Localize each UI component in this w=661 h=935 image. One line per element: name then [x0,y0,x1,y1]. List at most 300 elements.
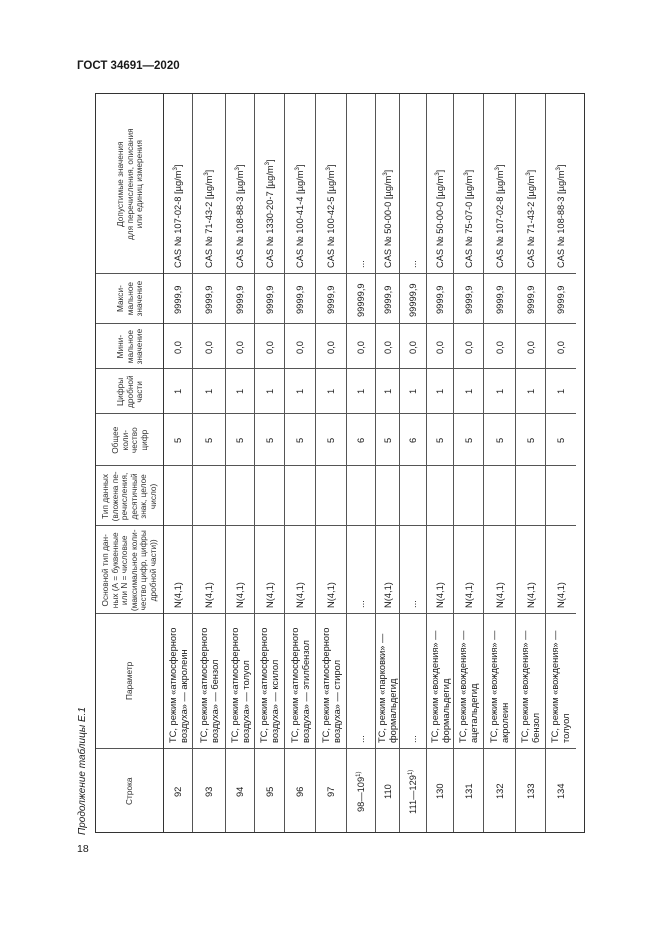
cell-text [321,628,343,743]
header-cell [96,466,163,526]
cell-text: 94 [235,786,245,797]
cell-text: 0,0 [435,341,445,354]
table-cell-line [400,749,426,834]
table-cell-max [316,274,346,324]
unit-exponent: 3 [264,161,271,166]
table-cell-frac [400,369,426,414]
table-cell-sub [226,466,254,526]
cell-text: 9999,9 [494,285,505,314]
table-cell-frac [255,369,284,414]
table-cell-type [164,526,192,614]
cell-text: 1 [494,388,505,394]
table-cell-line [454,749,483,834]
cell-text: 92 [173,786,183,797]
table-cell-frac [516,369,545,414]
unit-exponent: 3 [555,167,562,171]
cell-text: CAS № 71-43-2 $[\mu g/m^3]$ [525,169,536,268]
cell-text [230,628,252,743]
table-cell-max [484,274,515,324]
unit-exponent: 3 [382,172,389,176]
header-label [116,328,145,365]
header-label-line: дробной части)) [148,538,159,601]
footnote-mark: 1) [355,771,362,777]
header-label [125,778,135,806]
cell-text: ... [408,260,418,268]
cell-text: N(4,1) [525,582,536,608]
data-table [95,93,585,833]
cell-text [199,628,221,743]
cell-text: 96 [295,786,305,797]
table-cell-sub [427,466,453,526]
param-line: ТС, режим «вождения» — [489,630,499,743]
param-line: ТС, режим «атмосферного [289,627,300,743]
table-cell-total [546,414,576,466]
table-cell-line [347,749,375,834]
cell-text: CAS № 71-43-2 $[\mu g/m^3]$ [203,169,214,268]
header-cell [96,369,163,414]
table-cell-line [484,749,515,834]
cell-text: 93 [204,786,214,797]
header-label-line: мальное [124,282,135,316]
cell-text: 0,0 [408,341,418,354]
table-cell-min [255,324,284,369]
table-cell-allowed [255,94,284,274]
table-cell-sub [193,466,225,526]
cell-text: 0,0 [555,341,566,354]
cell-text: 0,0 [525,341,536,354]
table-cell-sub [347,466,375,526]
table-cell-type [193,526,225,614]
table-cell-frac [226,369,254,414]
table-cell-max [376,274,399,324]
table-cell-frac [546,369,576,414]
cell-text: 9999,9 [435,285,445,314]
param-line: ТС, режим «атмосферного [259,627,269,743]
document-header: ГОСТ 34691—2020 [77,60,180,72]
unit-exponent: 3 [172,167,179,171]
cell-text: 0,0 [173,341,183,354]
cell-text: ... [408,600,418,608]
cell-text: 5 [264,437,275,443]
table-cell-min [285,324,315,369]
header-label [116,281,145,318]
cell-text: 131 [463,783,474,799]
table-cell-param [285,614,315,749]
unit-exponent: 3 [494,167,501,171]
table-cell-param [400,614,426,749]
cell-text: 1 [235,388,245,394]
cell-text: 5 [173,437,183,443]
param-line: воздуха» — ксилол [270,659,280,743]
param-line: воздуха» — бензол [209,659,220,743]
cell-text: 0,0 [382,341,393,354]
param-line: ТС, режим «атмосферного [320,627,331,743]
table-cell-param [255,614,284,749]
table-cell-min [454,324,483,369]
cell-text: 5 [235,437,245,443]
table-row [226,94,255,832]
table-cell-param [546,614,576,749]
cell-text: 95 [264,786,275,797]
table-cell-sub [316,466,346,526]
cell-text [259,628,281,743]
header-label-line: или единиц измерения [133,139,144,229]
cell-text: N(4,1) [382,582,393,608]
param-line: бензол [531,712,541,743]
table-cell-max [164,274,192,324]
table-cell-type [347,526,375,614]
table-cell-type [454,526,483,614]
param-line: ТС, режим «атмосферного [198,627,209,743]
cell-text: 0,0 [235,341,245,354]
table-cell-param [454,614,483,749]
header-label-line: Цифры [114,377,125,406]
cell-text: 1 [463,388,474,394]
table-row [193,94,226,832]
cell-text: 6 [356,437,366,443]
table-cell-allowed [400,94,426,274]
table-cell-line [164,749,192,834]
cell-text: CAS № 100-41-4 $[\mu g/m^3]$ [294,164,305,268]
table-cell-max [255,274,284,324]
table-cell-type [484,526,515,614]
cell-text: CAS № 108-88-3 $[\mu g/m^3]$ [555,164,566,268]
table-cell-type [516,526,545,614]
table-cell-sub [454,466,483,526]
cell-text: 98—109$^{1)}$ [355,771,366,812]
unit-exponent: 3 [294,167,301,171]
cell-text: CAS № 107-02-8 $[\mu g/m^3]$ [494,164,505,268]
param-line: воздуха» — толуол [240,660,251,743]
cell-text: 111—129$^{1)}$ [407,769,418,814]
table-cell-frac [376,369,399,414]
unit-exponent: 3 [434,172,441,176]
cell-text: 132 [494,783,505,799]
cell-text: N(4,1) [494,582,505,608]
cell-text: CAS № 75-07-0 $[\mu g/m^3]$ [463,169,474,268]
param-line: ... [356,735,366,743]
table-cell-sub [376,466,399,526]
cell-text: N(4,1) [204,582,214,608]
header-label [111,426,149,454]
table-cell-line [376,749,399,834]
table-cell-line [285,749,315,834]
cell-text [356,735,367,743]
header-label-line: значение [133,328,144,365]
header-cell [96,274,163,324]
table-cell-total [316,414,346,466]
cell-text: 0,0 [356,341,366,354]
cell-text [408,735,419,743]
table-cell-min [546,324,576,369]
unit-exponent: 3 [234,167,241,171]
cell-text: 5 [555,437,566,443]
table-cell-max [516,274,545,324]
cell-text: 5 [494,437,505,443]
table-cell-param [347,614,375,749]
table-cell-max [400,274,426,324]
cell-text: 1 [173,388,183,394]
table-cell-type [316,526,346,614]
cell-text: 130 [435,783,445,799]
cell-text: N(4,1) [264,582,275,608]
param-line: ТС, режим «парковки» — [377,633,387,743]
cell-text [430,631,452,743]
table-cell-total [454,414,483,466]
table-cell-total [193,414,225,466]
cell-text [377,634,399,743]
header-label [125,663,135,700]
cell-text: 1 [204,388,214,394]
table-cell-line [226,749,254,834]
cell-text: CAS № 50-00-0 $[\mu g/m^3]$ [382,169,393,268]
table-cell-frac [484,369,515,414]
table-cell-total [347,414,375,466]
cell-text: 9999,9 [326,285,336,314]
cell-text: 5 [295,437,305,443]
cell-text: 0,0 [463,341,474,354]
cell-text: N(4,1) [326,582,336,608]
table-cell-total [427,414,453,466]
header-label-line: (вложена пе- [109,471,120,521]
table-row [400,94,427,832]
table-row [347,94,376,832]
param-line: ТС, режим «атмосферного [229,627,240,743]
header-label-line: Мини- [114,334,125,359]
param-line: ... [408,735,418,743]
cell-text: CAS № 1330-20-7 $[\mu g/m^3]$ [264,159,275,268]
table-cell-sub [285,466,315,526]
table-cell-sub [484,466,515,526]
cell-text: 99999,9 [408,282,418,317]
cell-text: 9999,9 [525,285,536,314]
table-cell-allowed [193,94,225,274]
cell-text: 9999,9 [204,285,214,314]
header-label-line: для перечисления, описания [124,128,135,240]
param-line: акролеин [500,702,510,743]
table-cell-total [285,414,315,466]
cell-text: 134 [555,783,566,799]
table-cell-max [454,274,483,324]
header-label-line: Основной тип дан- [100,533,111,607]
header-cell [96,749,163,834]
table-cell-max [193,274,225,324]
table-cell-line [546,749,576,834]
unit-exponent: 3 [325,167,332,171]
cell-text: 133 [525,783,536,799]
table-cell-type [376,526,399,614]
param-line: ацетальдегид [469,683,479,743]
table-cell-min [226,324,254,369]
table-cell-line [193,749,225,834]
table-cell-max [427,274,453,324]
header-label-line: чество цифр, цифры [138,529,149,611]
table-header [96,94,164,832]
header-label-line: мальное [124,329,135,364]
cell-text: 99999,9 [356,282,366,317]
param-line: воздуха» — акролеин [178,649,189,743]
table-cell-allowed [347,94,375,274]
cell-text [168,628,190,743]
param-line: формальдегид [388,678,398,743]
table-cell-max [347,274,375,324]
cell-text: 1 [408,388,418,394]
header-label-line: знак, целое [138,473,149,519]
cell-text: 0,0 [204,341,214,354]
header-label [116,375,145,407]
table-cell-allowed [454,94,483,274]
cell-text: 1 [435,388,445,394]
cell-text: 0,0 [494,341,505,354]
table-cell-param [226,614,254,749]
param-line: ТС, режим «вождения» — [550,630,560,743]
header-label-line: речисления, [119,472,130,520]
table-cell-sub [546,466,576,526]
cell-text: 9999,9 [295,285,305,314]
page-number: 18 [77,843,89,855]
table-cell-sub [255,466,284,526]
header-cell [96,94,163,274]
table-cell-allowed [427,94,453,274]
header-label-line: коли- [119,429,130,451]
table-cell-allowed [484,94,515,274]
cell-text: CAS № 100-42-5 $[\mu g/m^3]$ [325,164,336,268]
table-cell-max [285,274,315,324]
table-cell-max [546,274,576,324]
table-cell-type [226,526,254,614]
param-line: формальдегид [440,678,451,743]
table-row [484,94,516,832]
cell-text: CAS № 50-00-0 $[\mu g/m^3]$ [434,169,445,268]
table-row [516,94,546,832]
cell-text: 1 [264,388,275,394]
header-label-line: Допустимые значения [114,141,125,227]
table-cell-line [516,749,545,834]
table-cell-min [516,324,545,369]
header-label-line: Строка [124,777,135,806]
unit-exponent: 3 [203,172,210,176]
header-label-line: цифр [138,429,149,451]
table-cell-allowed [285,94,315,274]
param-line: воздуха» — стирол [331,659,342,743]
table-cell-param [164,614,192,749]
cell-text: 9999,9 [382,285,393,314]
table-cell-type [546,526,576,614]
header-label-line: Макси- [114,285,125,313]
table-cell-min [164,324,192,369]
cell-text: 1 [525,388,536,394]
table-cell-type [427,526,453,614]
header-label-line: Тип данных [100,473,111,519]
header-label-line: Общее [109,426,120,454]
header-label-line: дробной [124,374,135,408]
table-cell-min [316,324,346,369]
header-label-line: части [133,380,144,403]
param-line: ТС, режим «вождения» — [458,630,468,743]
header-label [101,526,159,613]
table-cell-min [376,324,399,369]
table-cell-line [427,749,453,834]
table-body [164,94,584,832]
table-cell-allowed [316,94,346,274]
table-cell-allowed [226,94,254,274]
table-cell-max [226,274,254,324]
table-cell-total [255,414,284,466]
table-cell-frac [427,369,453,414]
cell-text: 97 [326,786,336,797]
header-label-line: значение [133,281,144,317]
table-cell-frac [347,369,375,414]
cell-text: 1 [326,388,336,394]
table-cell-frac [316,369,346,414]
unit-exponent: 3 [525,172,532,176]
header-cell [96,414,163,466]
table-row [427,94,454,832]
cell-text: N(4,1) [235,582,245,608]
table-cell-total [516,414,545,466]
cell-text: CAS № 107-02-8 $[\mu g/m^3]$ [172,164,183,268]
table-cell-type [285,526,315,614]
cell-text: 6 [408,437,418,443]
header-label [101,468,159,523]
cell-text: CAS № 108-88-3 $[\mu g/m^3]$ [234,164,245,268]
table-cell-allowed [376,94,399,274]
cell-text: 0,0 [295,341,305,354]
cell-text [290,628,312,743]
cell-text: 9999,9 [264,285,275,314]
cell-text: 5 [463,437,474,443]
cell-text: 5 [525,437,536,443]
table-row [376,94,400,832]
table-row [454,94,484,832]
cell-text: N(4,1) [555,582,566,608]
table-cell-param [376,614,399,749]
header-label-line: (максимальное коли- [128,529,139,611]
cell-text: 9999,9 [173,285,183,314]
cell-text: N(4,1) [173,582,183,608]
cell-text: 0,0 [326,341,336,354]
table-cell-frac [164,369,192,414]
table-cell-total [484,414,515,466]
param-line: воздуха» — этилбензол [300,640,311,743]
table-cell-min [193,324,225,369]
cell-text: 1 [356,388,366,394]
table-cell-min [484,324,515,369]
table-cell-min [347,324,375,369]
cell-text [550,631,572,743]
cell-text: ... [356,260,366,268]
table-cell-allowed [164,94,192,274]
table-cell-line [255,749,284,834]
cell-text [520,631,542,743]
header-cell [96,324,163,369]
cell-text: 9999,9 [555,285,566,314]
unit-exponent: 3 [463,172,470,176]
header-label-line: число) [148,483,159,509]
table-cell-param [516,614,545,749]
header-label-line: Параметр [124,661,135,700]
table-cell-type [400,526,426,614]
table-cell-frac [454,369,483,414]
header-label-line: ных (А = буквенные [109,532,120,608]
table-cell-min [400,324,426,369]
table-cell-sub [400,466,426,526]
cell-text: 5 [382,437,393,443]
cell-text: 5 [326,437,336,443]
table-cell-min [427,324,453,369]
cell-text: 110 [382,784,393,799]
table-row [285,94,316,832]
